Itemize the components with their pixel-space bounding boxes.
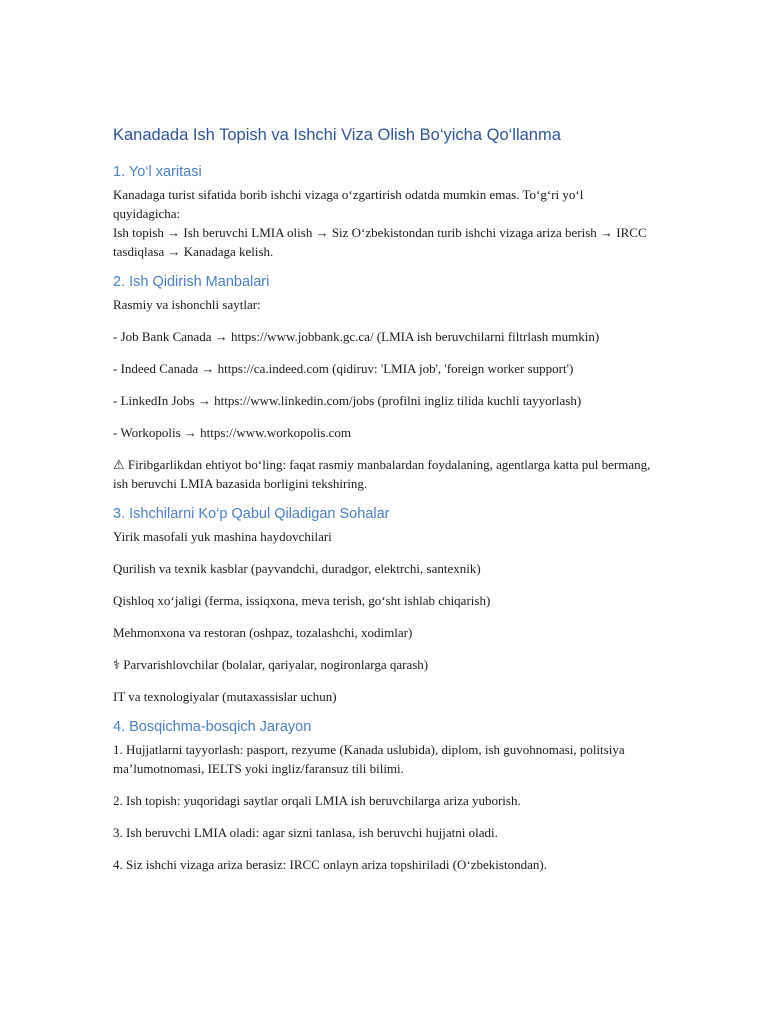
- list-item: ⚕ Parvarishlovchilar (bolalar, qariyalar, nogironlarga qarash): [113, 657, 429, 672]
- section-heading-roadmap: 1. Yo‘l xaritasi: [113, 164, 202, 180]
- document-content: [113, 124, 653, 874]
- list-item: 1. Hujjatlarni tayyorlash: pasport, rezyume (Kanada uslubida), diplom, ish guvohnomasi, politsiya ma’lumotnomasi, IELTS yoki ingliz/faransuz tili bilimi.: [113, 742, 625, 776]
- paragraph: Ish topish → Ish beruvchi LMIA olish → Siz O‘zbekistondan turib ishchi vizaga ariza berish → IRCC tasdiqlasa → Kanadaga kelish.: [113, 225, 647, 259]
- section-heading-sectors: 3. Ishchilarni Ko‘p Qabul Qiladigan Sohalar: [113, 506, 390, 522]
- list-item: - LinkedIn Jobs → https://www.linkedin.com/jobs (profilni ingliz tilida kuchli tayyorlash): [113, 393, 582, 408]
- list-item: - Workopolis → https://www.workopolis.com: [113, 425, 352, 440]
- section-heading-process: 4. Bosqichma-bosqich Jarayon: [113, 719, 312, 735]
- document-title: Kanadada Ish Topish va Ishchi Viza Olish Bo‘yicha Qo‘llanma: [113, 126, 561, 144]
- list-item: - Job Bank Canada → https://www.jobbank.gc.ca/ (LMIA ish beruvchilarni filtrlash mumkin): [113, 329, 600, 344]
- list-item: Yirik masofali yuk mashina haydovchilari: [113, 529, 332, 544]
- warning-paragraph: ⚠ Firibgarlikdan ehtiyot bo‘ling: faqat rasmiy manbalardan foydalaning, agentlarga katta pul bermang, ish beruvchi LMIA bazasida borligini tekshiring.: [113, 457, 651, 491]
- section-heading-job-sources: 2. Ish Qidirish Manbalari: [113, 274, 270, 290]
- list-item: 3. Ish beruvchi LMIA oladi: agar sizni tanlasa, ish beruvchi hujjatni oladi.: [113, 825, 498, 840]
- list-item: 4. Siz ishchi vizaga ariza berasiz: IRCC onlayn ariza topshiriladi (O‘zbekistondan).: [113, 857, 547, 872]
- list-item: Qurilish va texnik kasblar (payvandchi, duradgor, elektrchi, santexnik): [113, 561, 481, 576]
- list-item: - Indeed Canada → https://ca.indeed.com (qidiruv: 'LMIA job', 'foreign worker support'): [113, 361, 574, 376]
- list-item: Mehmonxona va restoran (oshpaz, tozalashchi, xodimlar): [113, 625, 413, 640]
- list-item: 2. Ish topish: yuqoridagi saytlar orqali LMIA ish beruvchilarga ariza yuborish.: [113, 793, 521, 808]
- list-item: Qishloq xo‘jaligi (ferma, issiqxona, meva terish, go‘sht ishlab chiqarish): [113, 593, 491, 608]
- paragraph: Kanadaga turist sifatida borib ishchi vizaga o‘zgartirish odatda mumkin emas. To‘g‘ri yo‘l quyidagicha:: [113, 187, 584, 221]
- list-item: IT va texnologiyalar (mutaxassislar uchun): [113, 689, 337, 704]
- paragraph: Rasmiy va ishonchli saytlar:: [113, 297, 261, 312]
